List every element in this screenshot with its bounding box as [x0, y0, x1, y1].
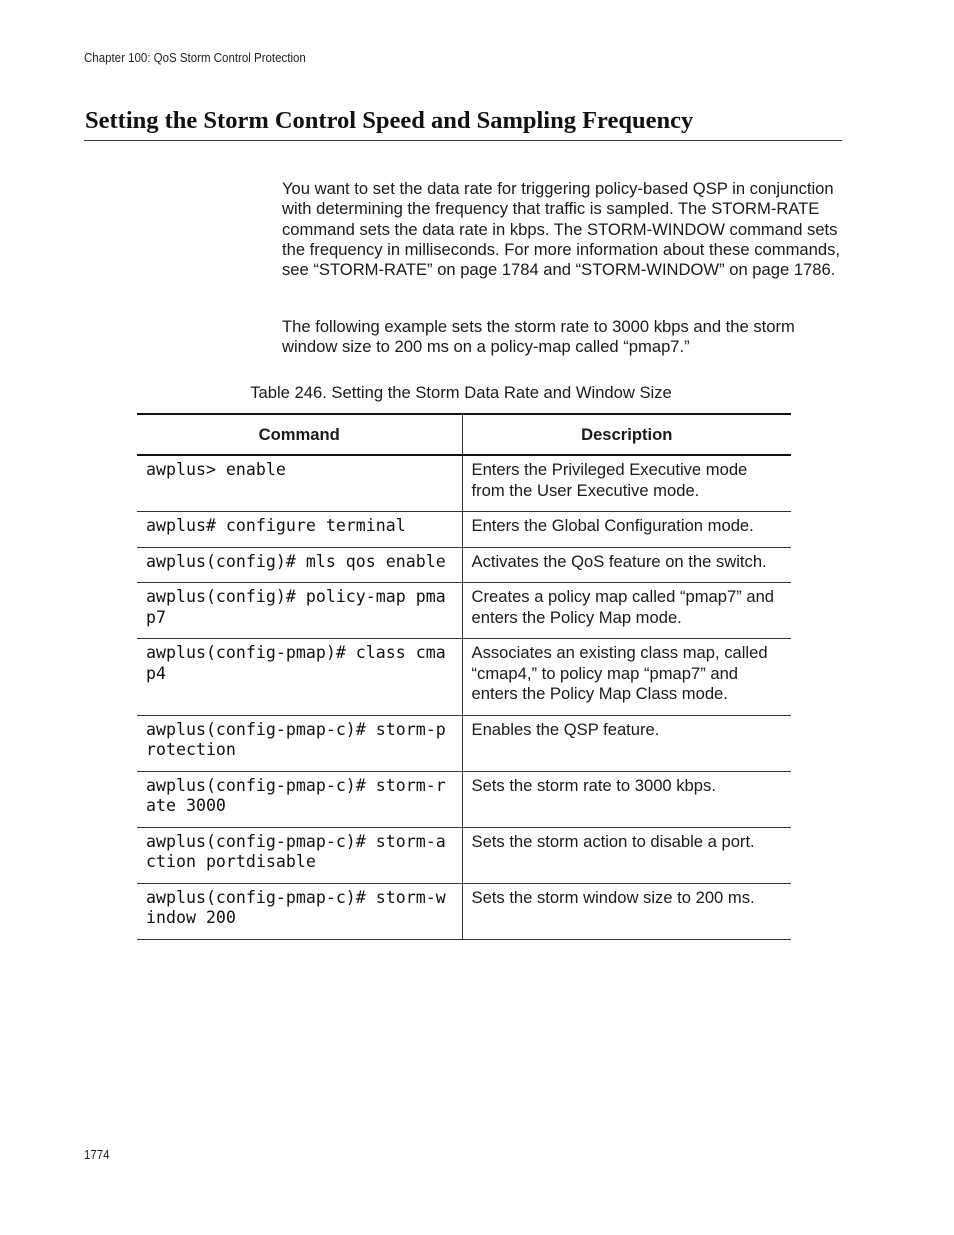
table-caption: Table 246. Setting the Storm Data Rate and Window Size	[250, 383, 672, 402]
description-cell: Activates the QoS feature on the switch.	[462, 547, 791, 583]
table-row	[137, 455, 791, 512]
example-paragraph: The following example sets the storm rate to 3000 kbps and the storm window size to 200 ms on a policy-map called “pmap7.”	[282, 317, 795, 357]
description-cell: Enables the QSP feature.	[462, 715, 791, 771]
command-cell: awplus(config-pmap-c)# storm-rate 3000	[137, 771, 462, 827]
column-header-description: Description	[462, 414, 791, 455]
chapter-header: Chapter 100: QoS Storm Control Protection	[84, 51, 306, 65]
column-header-command: Command	[137, 414, 462, 455]
table-row	[137, 715, 791, 771]
table-row	[137, 771, 791, 827]
command-cell: awplus(config-pmap-c)# storm-window 200	[137, 883, 462, 939]
command-cell: awplus(config-pmap-c)# storm-action portdisable	[137, 827, 462, 883]
table-row	[137, 583, 791, 639]
description-cell: Sets the storm window size to 200 ms.	[462, 883, 791, 939]
command-cell: awplus(config)# policy-map pmap7	[137, 583, 462, 639]
command-cell: awplus# configure terminal	[137, 512, 462, 548]
command-cell: awplus> enable	[137, 455, 462, 512]
table-row	[137, 827, 791, 883]
command-cell: awplus(config-pmap-c)# storm-protection	[137, 715, 462, 771]
table-row	[137, 883, 791, 939]
title-divider	[84, 140, 842, 141]
command-table	[137, 413, 791, 940]
description-cell: Creates a policy map called “pmap7” and enters the Policy Map mode.	[462, 583, 791, 639]
page-number: 1774	[84, 1148, 110, 1162]
description-cell: Sets the storm action to disable a port.	[462, 827, 791, 883]
description-cell: Enters the Global Configuration mode.	[462, 512, 791, 548]
command-cell: awplus(config-pmap)# class cmap4	[137, 639, 462, 716]
command-cell: awplus(config)# mls qos enable	[137, 547, 462, 583]
section-title: Setting the Storm Control Speed and Sampling Frequency	[85, 107, 694, 134]
table-row	[137, 639, 791, 716]
description-cell: Enters the Privileged Executive mode from the User Executive mode.	[462, 455, 791, 512]
table-row	[137, 512, 791, 548]
table-row	[137, 547, 791, 583]
description-cell: Sets the storm rate to 3000 kbps.	[462, 771, 791, 827]
intro-paragraph: You want to set the data rate for triggering policy-based QSP in conjunction with determining the frequency that traffic is sampled. The STORM-RATE command sets the data rate in kbps. The STORM-WINDOW command sets the frequency in milliseconds. For more information about these commands, see “STORM-RATE” on page 1784 and “STORM-WINDOW” on page 1786.	[282, 179, 840, 280]
description-cell: Associates an existing class map, called “cmap4,” to policy map “pmap7” and enters the Policy Map Class mode.	[462, 639, 791, 716]
table-header-row	[137, 414, 791, 455]
